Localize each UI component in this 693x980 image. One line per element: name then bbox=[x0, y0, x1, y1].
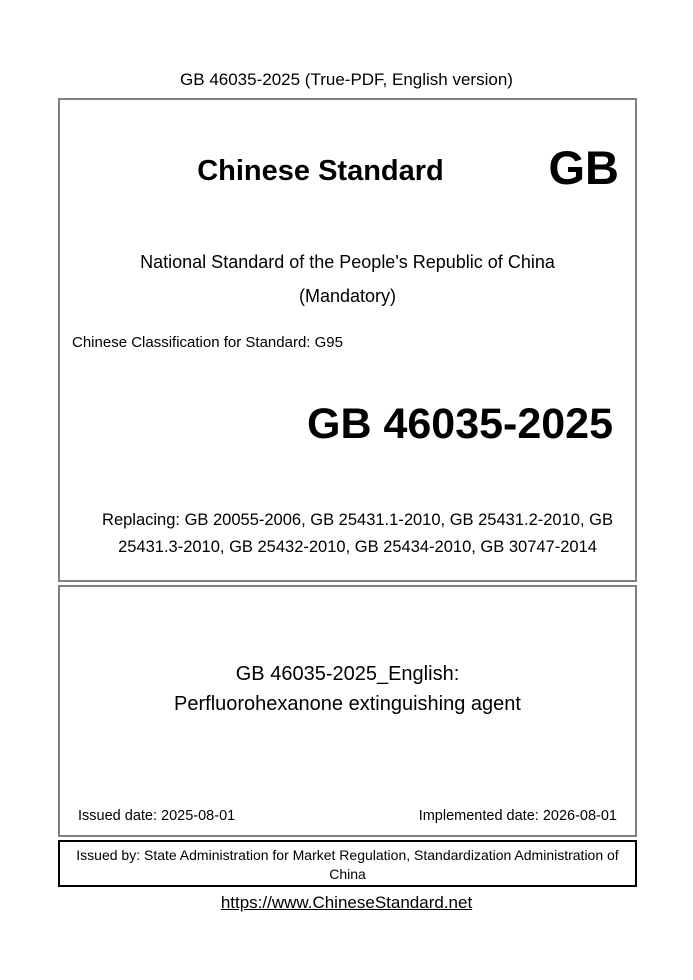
gb-logo: GB bbox=[548, 141, 619, 194]
issued-date: Issued date: 2025-08-01 bbox=[78, 808, 236, 824]
issuer-line-1: Issued by: State Administration for Market Regulation, Standardization Administration of bbox=[76, 847, 619, 863]
replacing-block bbox=[82, 507, 633, 561]
issuer-line-2: China bbox=[329, 866, 366, 882]
replacing-line-1: Replacing: GB 20055-2006, GB 25431.1-2010, GB 25431.2-2010, GB bbox=[102, 511, 613, 529]
english-title-line-2: Perfluorohexanone extinguishing agent bbox=[174, 693, 521, 715]
chinesestandard-link[interactable]: https://www.ChineseStandard.net bbox=[220, 893, 473, 912]
standard-number: GB 46035-2025 bbox=[307, 400, 613, 448]
cover-box bbox=[58, 98, 637, 582]
footer bbox=[0, 892, 693, 914]
mandatory-line: (Mandatory) bbox=[298, 286, 397, 306]
page-header-title: GB 46035-2025 (True-PDF, English version) bbox=[180, 70, 513, 89]
classification-line: Chinese Classification for Standard: G95 bbox=[72, 334, 343, 351]
brand-title: Chinese Standard bbox=[197, 155, 444, 187]
issuer-box bbox=[58, 840, 637, 887]
english-title-line-1: GB 46035-2025_English: bbox=[235, 663, 460, 685]
national-standard-block bbox=[60, 245, 635, 313]
details-box bbox=[58, 585, 637, 837]
implemented-date: Implemented date: 2026-08-01 bbox=[418, 808, 617, 824]
replacing-line-2: 25431.3-2010, GB 25432-2010, GB 25434-2010, GB 30747-2014 bbox=[118, 538, 597, 556]
dates-row bbox=[78, 807, 617, 825]
national-standard-line: National Standard of the People's Republic of China bbox=[140, 252, 555, 272]
english-title-block bbox=[60, 659, 635, 719]
brand-row bbox=[60, 141, 635, 206]
